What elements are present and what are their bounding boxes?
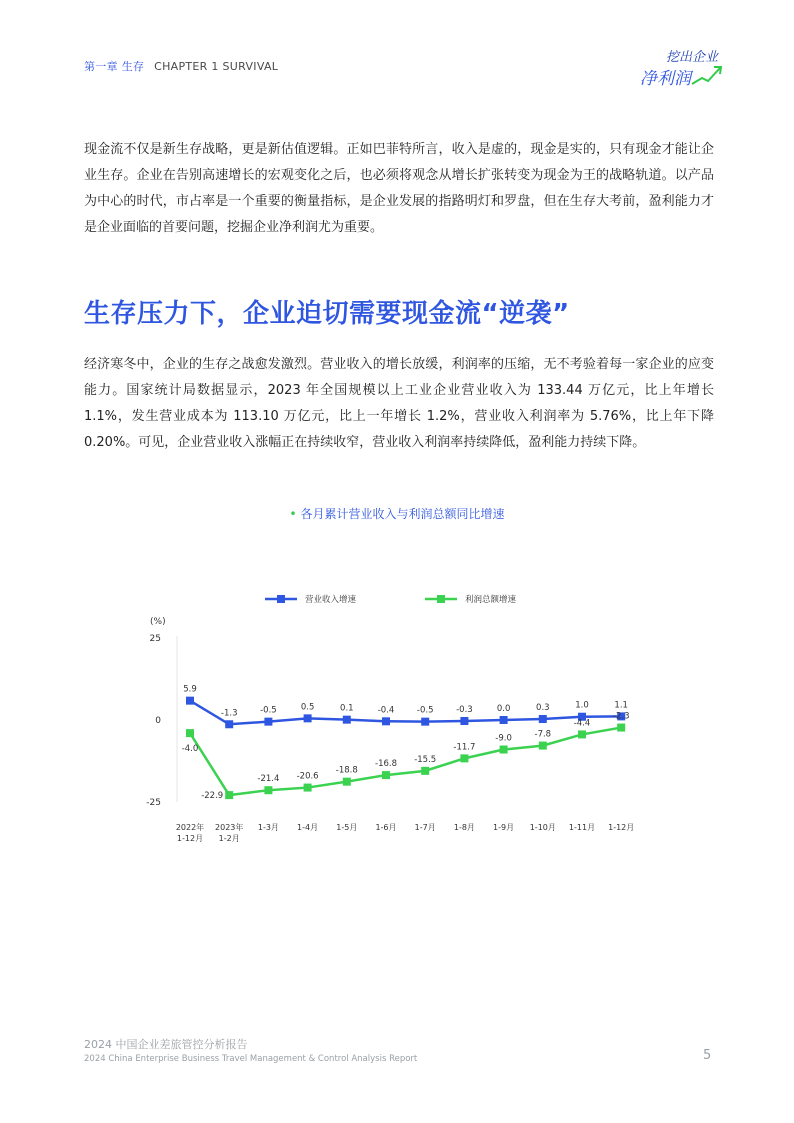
legend-marker-0 xyxy=(277,595,285,603)
x-tick-label-1-1: 1-2月 xyxy=(218,834,240,843)
data-label-1-10: -4.4 xyxy=(573,718,591,729)
data-label-0-4: 0.1 xyxy=(340,703,354,714)
data-point-0-9 xyxy=(539,715,547,723)
data-point-0-8 xyxy=(500,716,508,724)
y-axis-unit: (%) xyxy=(150,617,166,627)
data-point-0-4 xyxy=(343,716,351,724)
series-line-0 xyxy=(190,701,621,725)
data-label-1-5: -16.8 xyxy=(375,759,397,770)
data-point-0-7 xyxy=(460,717,468,725)
data-label-1-0: -4.0 xyxy=(181,744,199,755)
data-point-0-3 xyxy=(304,714,312,722)
x-tick-label-1-0: 2023年 xyxy=(215,823,244,832)
data-point-1-6 xyxy=(421,767,429,775)
logo-line-1: 挖出企业 xyxy=(666,50,719,65)
logo-line-2: 净利润 xyxy=(640,69,691,89)
data-point-0-5 xyxy=(382,717,390,725)
data-label-0-9: 0.3 xyxy=(536,703,550,714)
body-paragraph: 经济寒冬中，企业的生存之战愈发激烈。营业收入的增长放缓，利润率的压缩，无不考验着每一家企业的应变能力。国家统计局数据显示，2023 年全国规模以上工业企业营业收入为 133.44 万亿元，比上年增长 1.1%，发生营业成本为 113.10 万亿元，比上一年增长 1.2%，营业收入利润率为 5.76%，比上年下降 0.20%。可见，企业营业收入涨幅正在持续收窄，营业收入利润率持续降低，盈利能力持续下降。 xyxy=(84,357,714,450)
data-point-1-9 xyxy=(539,742,547,750)
data-point-1-0 xyxy=(186,729,194,737)
data-label-1-2: -21.4 xyxy=(257,774,280,785)
data-label-0-11: 1.1 xyxy=(614,700,628,711)
footer xyxy=(84,1036,417,1064)
x-tick-label-3-0: 1-4月 xyxy=(297,823,319,832)
x-tick-label-5-0: 1-6月 xyxy=(375,823,397,832)
x-tick-label-9-0: 1-10月 xyxy=(529,823,556,832)
legend-marker-1 xyxy=(437,595,445,603)
data-label-0-1: -1.3 xyxy=(220,708,238,719)
growth-arrow-icon xyxy=(690,62,724,88)
line-chart xyxy=(130,585,670,850)
data-point-0-6 xyxy=(421,718,429,726)
y-tick-label-1: 0 xyxy=(155,716,161,726)
data-point-0-0 xyxy=(186,697,194,705)
data-label-1-3: -20.6 xyxy=(296,771,319,782)
data-point-1-2 xyxy=(264,786,272,794)
x-tick-label-0-0: 2022年 xyxy=(175,823,205,832)
x-tick-label-6-0: 1-7月 xyxy=(414,823,436,832)
data-label-0-7: -0.3 xyxy=(456,704,473,715)
footer-title-en: 2024 China Enterprise Business Travel Management & Control Analysis Report xyxy=(84,1054,418,1064)
data-point-1-8 xyxy=(500,746,508,754)
data-label-0-3: 0.5 xyxy=(300,702,315,713)
x-tick-label-2-0: 1-3月 xyxy=(257,823,279,832)
chart-title xyxy=(0,505,794,522)
data-label-1-1: -22.9 xyxy=(201,791,224,802)
footer-title-cn: 2024 中国企业差旅管控分析报告 xyxy=(84,1038,248,1051)
data-point-0-2 xyxy=(264,718,272,726)
data-label-0-10: 1.0 xyxy=(575,700,589,711)
x-tick-label-8-0: 1-9月 xyxy=(493,823,515,832)
section-title: 生存压力下，企业迫切需要现金流“逆袭” xyxy=(84,299,570,329)
data-label-1-7: -11.7 xyxy=(453,742,476,753)
data-point-0-1 xyxy=(225,720,233,728)
data-label-1-9: -7.8 xyxy=(534,729,552,740)
y-tick-label-2: -25 xyxy=(146,798,161,808)
x-tick-label-7-0: 1-8月 xyxy=(453,823,475,832)
intro-paragraph: 现金流不仅是新生存战略，更是新估值逻辑。正如巴菲特所言，收入是虚的，现金是实的，只有现金才能让企业生存。企业在告别高速增长的宏观变化之后，也必须将观念从增长扩张转变为现金为王的战略轨道。以产品为中心的时代，市占率是一个重要的衡量指标，是企业发展的指路明灯和罗盘，但在生存大考前，盈利能力才是企业面临的首要问题，挖掘企业净利润尤为重要。 xyxy=(84,142,714,235)
data-point-1-5 xyxy=(382,771,390,779)
bullet-icon: • xyxy=(289,507,297,521)
x-tick-label-4-0: 1-5月 xyxy=(336,823,358,832)
chapter-header xyxy=(84,58,278,74)
legend-label-1: 利润总额增速 xyxy=(465,595,517,605)
data-label-1-11: -2.3 xyxy=(612,711,630,722)
data-label-1-4: -18.8 xyxy=(335,765,358,776)
data-point-1-10 xyxy=(578,730,586,738)
data-label-0-2: -0.5 xyxy=(260,705,277,716)
brand-logo xyxy=(636,46,724,90)
data-point-1-7 xyxy=(460,754,468,762)
chapter-cn: 第一章 生存 xyxy=(84,60,145,73)
data-label-0-0: 5.9 xyxy=(183,684,197,695)
data-point-1-4 xyxy=(343,778,351,786)
data-point-1-11 xyxy=(617,724,625,732)
x-tick-label-11-0: 1-12月 xyxy=(608,823,635,832)
page-number: 5 xyxy=(703,1048,712,1063)
data-label-1-6: -15.5 xyxy=(414,754,437,765)
data-point-1-1 xyxy=(225,791,233,799)
legend-label-0: 营业收入增速 xyxy=(305,595,357,605)
data-label-1-8: -9.0 xyxy=(495,733,512,744)
data-label-0-6: -0.5 xyxy=(416,705,434,716)
data-point-1-3 xyxy=(304,784,312,792)
data-label-0-8: 0.0 xyxy=(496,704,511,714)
data-label-0-5: -0.4 xyxy=(377,705,395,716)
chapter-en: CHAPTER 1 SURVIVAL xyxy=(154,60,279,73)
y-tick-label-0: 25 xyxy=(149,634,161,644)
x-tick-label-10-0: 1-11月 xyxy=(568,823,596,832)
x-tick-label-0-1: 1-12月 xyxy=(176,834,204,843)
chart-title-text: 各月累计营业收入与利润总额同比增速 xyxy=(300,507,505,521)
series-line-1 xyxy=(190,728,621,796)
